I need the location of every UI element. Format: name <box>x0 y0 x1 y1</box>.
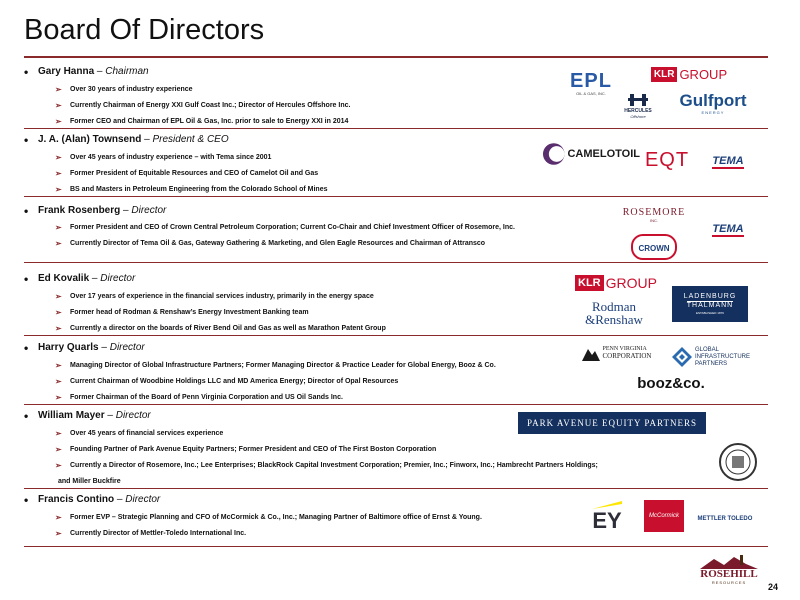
bullet-icon: • <box>24 341 29 355</box>
arrow-icon: ➢ <box>55 429 62 438</box>
list-item: ➢ Managing Director of Global Infrastructure Partners; Former Managing Director & Practice Leader for Global Energy, Booz & Co. <box>55 361 496 370</box>
page-number: 24 <box>767 582 778 592</box>
list-item: ➢ Former CEO and Chairman of EPL Oil & Gas, Inc. prior to sale to Energy XXI in 2014 <box>55 117 349 126</box>
arrow-icon: ➢ <box>55 308 62 317</box>
section-divider <box>24 128 768 129</box>
bullet-icon: • <box>24 272 29 286</box>
hercules-mark-icon <box>627 92 649 108</box>
section-divider <box>24 262 768 263</box>
page-title: Board Of Directors <box>24 14 265 46</box>
arrow-icon: ➢ <box>55 101 62 110</box>
name-separator: – <box>89 273 101 284</box>
list-item: ➢ Currently Director of Mettler-Toledo International Inc. <box>55 529 247 538</box>
director-role: Director <box>109 342 145 353</box>
list-item: ➢ Former Chairman of the Board of Penn Virginia Corporation and US Oil Sands Inc. <box>55 393 343 402</box>
list-item: ➢ Over 30 years of industry experience <box>55 85 193 94</box>
arrow-icon: ➢ <box>55 169 62 178</box>
title-rule <box>24 56 768 58</box>
arrow-icon: ➢ <box>55 292 62 301</box>
arrow-icon: ➢ <box>55 377 62 386</box>
bullet-icon: • <box>24 133 29 147</box>
mountain-icon <box>582 345 600 361</box>
director-name: Frank Rosenberg <box>38 205 121 216</box>
arrow-icon: ➢ <box>55 239 62 248</box>
list-item: ➢ Over 45 years of industry experience – with Tema since 2001 <box>55 153 272 162</box>
booz-co-logo: booz&co. <box>637 374 705 392</box>
list-item-continuation: and Miller Buckfire <box>58 478 121 485</box>
list-item: ➢ Current Chairman of Woodbine Holdings LLC and MD America Energy; Director of Opal Resources <box>55 377 399 386</box>
list-item: ➢ Former EVP – Strategic Planning and CFO of McCormick & Co., Inc.; Managing Partner of Baltimore office of Ernst & Young. <box>55 513 482 522</box>
director-name: William Mayer <box>38 410 105 421</box>
director-name: Ed Kovalik <box>38 273 90 284</box>
seal-logo <box>716 440 760 484</box>
camelot-oil-logo: CAMELOTOIL <box>542 140 640 168</box>
list-item: ➢ Over 45 years of financial services experience <box>55 429 224 438</box>
arrow-icon: ➢ <box>55 223 62 232</box>
penn-virginia-logo: PENN VIRGINIA CORPORATION <box>572 342 662 364</box>
list-item: ➢ Currently Director of Tema Oil & Gas, Gateway Gathering & Marketing, and Glen Eagle Resources and Chairman of Attransco <box>55 239 486 248</box>
rosemore-logo: ROSEMORE INC. <box>622 207 686 223</box>
arrow-icon: ➢ <box>55 153 62 162</box>
tema-logo: TEMA <box>712 155 744 167</box>
rodman-renshaw-logo: Rodman &Renshaw <box>585 299 643 327</box>
list-item: ➢ Founding Partner of Park Avenue Equity Partners; Former President and CEO of The First Boston Corporation <box>55 445 437 454</box>
klr-group-logo: KLR GROUP <box>570 272 662 294</box>
mettler-toledo-logo: METTLER TOLEDO <box>697 516 753 522</box>
director-name-line <box>24 65 149 79</box>
rosehill-mountain-icon <box>700 555 758 569</box>
list-item: ➢ BS and Masters in Petroleum Engineering from the Colorado School of Mines <box>55 185 328 194</box>
list-item: ➢ Former President and CEO of Crown Central Petroleum Corporation; Current Co-Chair and Chief Investment Officer of Rosemore, Inc. <box>55 223 515 232</box>
list-item: ➢ Currently a director on the boards of River Bend Oil and Gas as well as Marathon Patent Group <box>55 324 386 333</box>
bullet-icon: • <box>24 493 29 507</box>
director-name-line <box>24 204 167 218</box>
bullet-icon: • <box>24 65 29 79</box>
arrow-icon: ➢ <box>55 513 62 522</box>
director-role: Director <box>125 494 161 505</box>
arrow-icon: ➢ <box>55 361 62 370</box>
director-name: J. A. (Alan) Townsend <box>38 134 142 145</box>
tema-logo: TEMA <box>712 223 744 235</box>
arrow-icon: ➢ <box>55 324 62 333</box>
director-name: Gary Hanna <box>38 66 95 77</box>
seal-icon <box>718 442 758 482</box>
bullet-icon: • <box>24 204 29 218</box>
name-separator: – <box>104 410 116 421</box>
name-separator: – <box>141 134 153 145</box>
name-separator: – <box>114 494 126 505</box>
rosehill-resources-logo: ROSEHILL RESOURCES <box>698 552 760 588</box>
crown-logo: CROWN <box>630 234 678 260</box>
name-separator: – <box>94 66 106 77</box>
list-item: ➢ Currently a Director of Rosemore, Inc.; Lee Enterprises; BlackRock Capital Investment Corporation; Premier, Inc.; Finworx, Inc.; Hambrecht Partners Holdings; <box>55 461 598 470</box>
list-item: ➢ Over 17 years of experience in the financial services industry, primarily in the energy space <box>55 292 374 301</box>
camelot-crescent-icon <box>542 142 565 166</box>
director-role: Director <box>115 410 151 421</box>
director-role: President & CEO <box>152 134 229 145</box>
section-divider <box>24 335 768 336</box>
director-name-line <box>24 272 136 286</box>
arrow-icon: ➢ <box>55 85 62 94</box>
name-separator: – <box>120 205 132 216</box>
eqt-logo: EQT <box>644 148 690 171</box>
arrow-icon: ➢ <box>55 393 62 402</box>
list-item: ➢ Currently Chairman of Energy XXI Gulf Coast Inc.; Director of Hercules Offshore Inc. <box>55 101 351 110</box>
mccormick-logo: McCormick <box>644 500 684 532</box>
klr-group-logo: KLR GROUP <box>644 64 734 84</box>
director-name: Harry Quarls <box>38 342 99 353</box>
ladenburg-thalmann-logo: LADENBURG THALMANN ESTABLISHED 1876 <box>672 286 748 322</box>
global-infrastructure-partners-logo: GLOBAL INFRASTRUCTURE PARTNERS <box>668 344 754 370</box>
director-role: Chairman <box>105 66 149 77</box>
epl-logo: EPL OIL & GAS, INC. <box>570 69 612 96</box>
director-name: Francis Contino <box>38 494 115 505</box>
director-name-line <box>24 133 229 147</box>
arrow-icon: ➢ <box>55 445 62 454</box>
arrow-icon: ➢ <box>55 529 62 538</box>
gip-diamond-icon <box>672 347 692 367</box>
director-name-line <box>24 493 161 507</box>
section-divider <box>24 196 768 197</box>
director-role: Director <box>131 205 167 216</box>
section-divider <box>24 488 768 489</box>
arrow-icon: ➢ <box>55 185 62 194</box>
section-divider <box>24 546 768 547</box>
section-divider <box>24 404 768 405</box>
bullet-icon: • <box>24 409 29 423</box>
director-name-line <box>24 341 145 355</box>
list-item: ➢ Former head of Rodman & Renshaw’s Energy Investment Banking team <box>55 308 309 317</box>
list-item: ➢ Former President of Equitable Resources and CEO of Camelot Oil and Gas <box>55 169 319 178</box>
name-separator: – <box>98 342 110 353</box>
hercules-logo: HERCULES Offshore <box>616 88 660 122</box>
arrow-icon: ➢ <box>55 117 62 126</box>
director-name-line <box>24 409 151 423</box>
arrow-icon: ➢ <box>55 461 62 470</box>
ey-logo: EY <box>586 496 628 538</box>
director-role: Director <box>100 273 136 284</box>
gulfport-logo: Gulfport ENERGY <box>679 90 747 115</box>
park-avenue-equity-partners-logo: PARK AVENUE EQUITY PARTNERS <box>518 412 706 434</box>
